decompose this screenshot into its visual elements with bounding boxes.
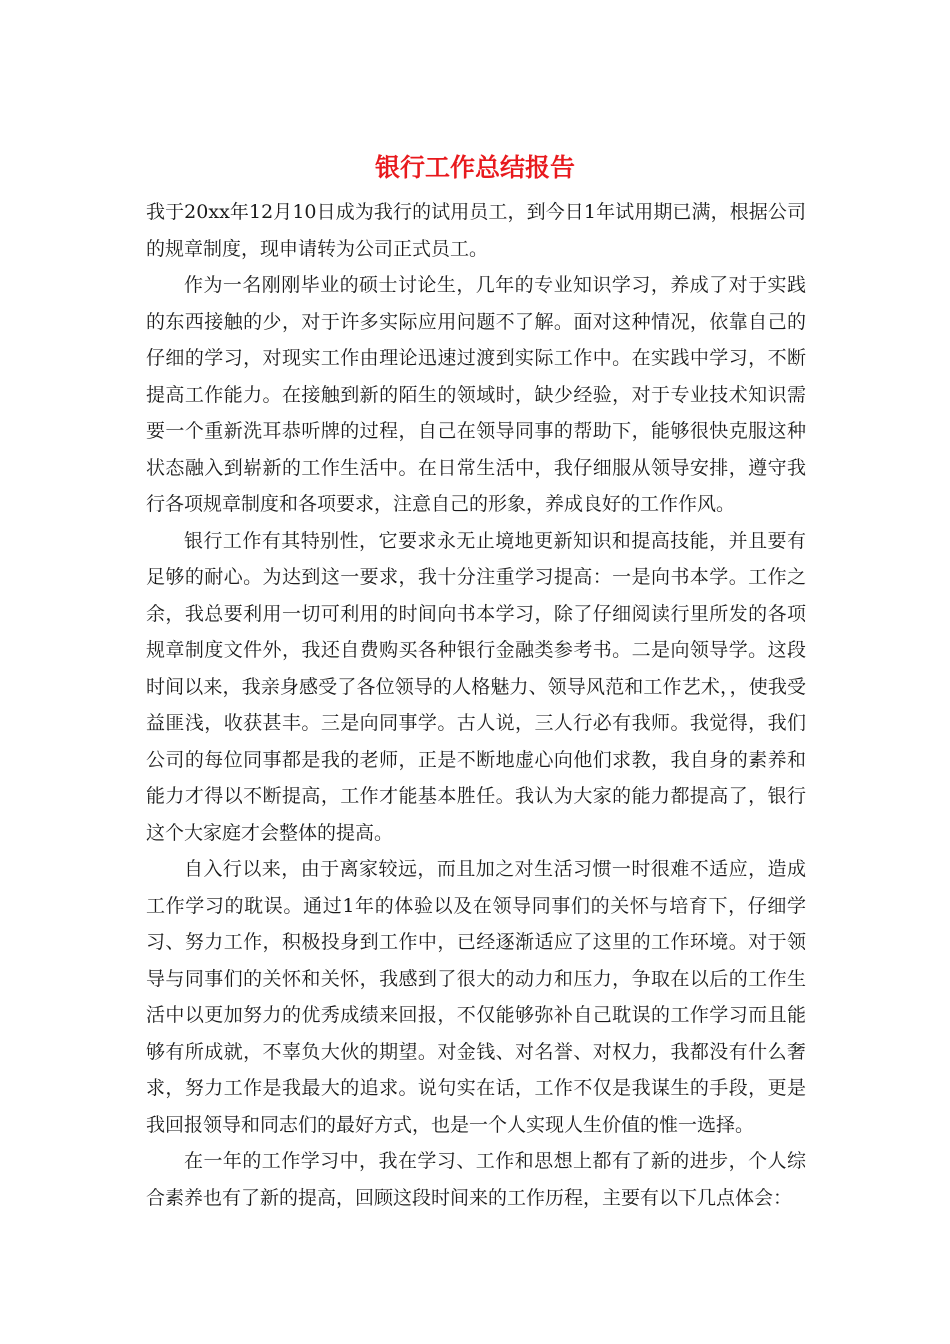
paragraph-summary: 在一年的工作学习中，我在学习、工作和思想上都有了新的进步，个人综合素养也有了新的提高，回顾这段时间来的工作历程，主要有以下几点体会： (146, 1150, 806, 1209)
document-body (146, 194, 806, 1216)
paragraph-progress: 自入行以来，由于离家较远，而且加之对生活习惯一时很难不适应，造成工作学习的耽误。通过1年的体验以及在领导同事们的关怀与培育下，仔细学习、努力工作，积极投身到工作中，已经逐渐适应了这里的工作环境。对于领导与同事们的关怀和关怀，我感到了很大的动力和压力，争取在以后的工作生活中以更加努力的优秀成绩来回报，不仅能够弥补自己耽误的工作学习而且能够有所成就，不辜负大伙的期望。对金钱、对名誉、对权力，我都没有什么奢求，努力工作是我最大的追求。说句实在话，工作不仅是我谋生的手段，更是我回报领导和同志们的最好方式，也是一个人实现人生价值的惟一选择。 (146, 858, 806, 1136)
paragraph-adaptation: 作为一名刚刚毕业的硕士讨论生，几年的专业知识学习，养成了对于实践的东西接触的少，对于许多实际应用问题不了解。面对这种情况，依靠自己的仔细的学习，对现实工作由理论迅速过渡到实际工作中。在实践中学习，不断提高工作能力。在接触到新的陌生的领域时，缺少经验，对于专业技术知识需要一个重新洗耳恭听牌的过程，自己在领导同事的帮助下，能够很快克服这种状态融入到崭新的工作生活中。在日常生活中，我仔细服从领导安排，遵守我行各项规章制度和各项要求，注意自己的形象，养成良好的工作作风。 (146, 274, 806, 515)
document-title: 银行工作总结报告 (374, 153, 575, 182)
paragraph-intro: 我于20xx年12月10日成为我行的试用员工，到今日1年试用期已满，根据公司的规章制度，现申请转为公司正式员工。 (146, 201, 806, 260)
paragraph-learning: 银行工作有其特别性，它要求永无止境地更新知识和提高技能，并且要有足够的耐心。为达到这一要求，我十分注重学习提高：一是向书本学。工作之余，我总要利用一切可利用的时间向书本学习，除了仔细阅读行里所发的各项规章制度文件外，我还自费购买各种银行金融类参考书。二是向领导学。这段时间以来，我亲身感受了各位领导的人格魅力、领导风范和工作艺术，，使我受益匪浅，收获甚丰。三是向同事学。古人说，三人行必有我师。我觉得，我们公司的每位同事都是我的老师，正是不断地虚心向他们求教，我自身的素养和能力才得以不断提高，工作才能基本胜任。我认为大家的能力都提高了，银行这个大家庭才会整体的提高。 (146, 529, 806, 844)
